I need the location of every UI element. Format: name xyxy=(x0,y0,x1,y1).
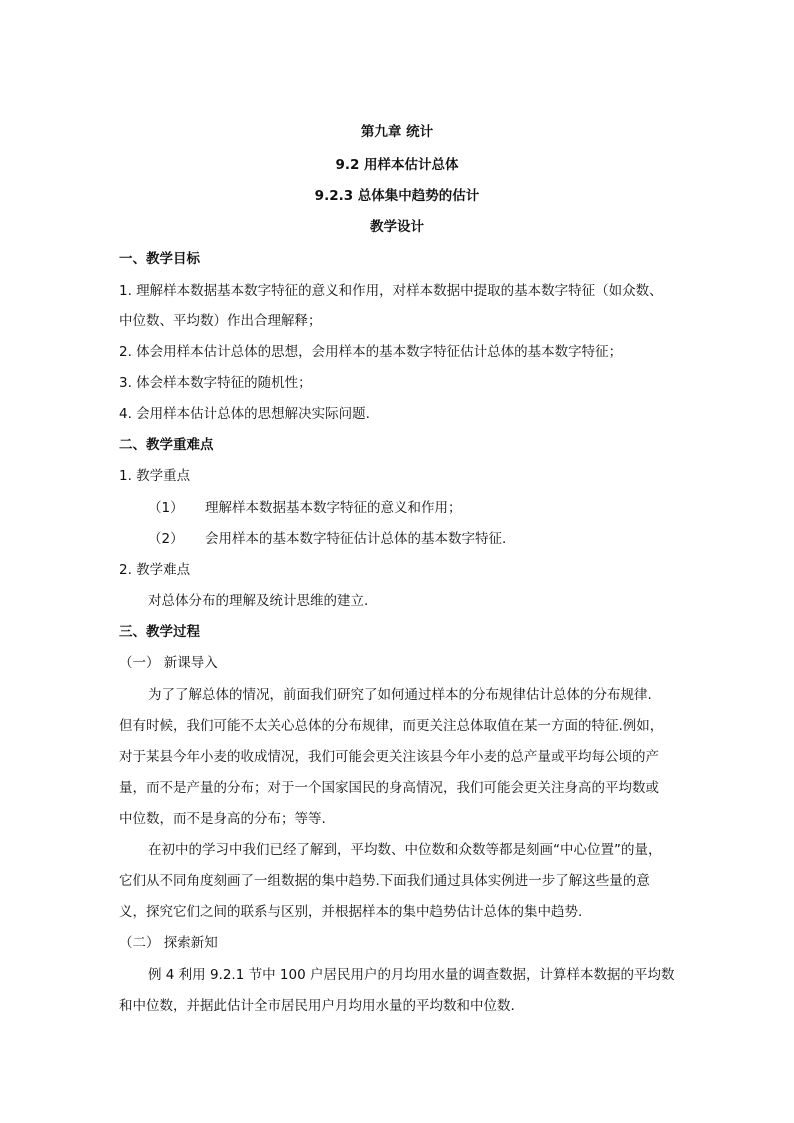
teaching-difficulty-text: 对总体分布的理解及统计思维的建立. xyxy=(148,593,369,609)
process-heading: 三、教学过程 xyxy=(119,624,200,640)
intro-paragraph-line-5: 中位数，而不是身高的分布；等等. xyxy=(119,811,326,827)
intro-paragraph-2-line-3: 义，探究它们之间的联系与区别，并根据样本的集中趋势估计总体的集中趋势. xyxy=(119,904,583,920)
focus-item-1-number: （1） xyxy=(148,500,184,516)
goal-item-4: 4. 会用样本估计总体的思想解决实际问题. xyxy=(119,406,370,422)
intro-paragraph-2-line-1: 在初中的学习中我们已经了解到，平均数、中位数和众数等都是刻画“中心位置”的量， xyxy=(148,842,662,858)
goal-item-1-line-2: 中位数、平均数）作出合理解释； xyxy=(119,313,322,329)
focus-item-2-text: 会用样本的基本数字特征估计总体的基本数字特征. xyxy=(205,531,507,547)
section-title: 9.2 用样本估计总体 xyxy=(335,157,459,173)
focus-item-2-number: （2） xyxy=(148,531,184,547)
intro-part-title: （一） 新课导入 xyxy=(119,655,218,671)
goals-heading: 一、教学目标 xyxy=(119,251,200,267)
document-type-title: 教学设计 xyxy=(370,219,424,235)
goal-item-3: 3. 体会样本数字特征的随机性； xyxy=(119,375,312,391)
example-4-line-2: 和中位数，并据此估计全市居民用户月均用水量的平均数和中位数. xyxy=(119,998,515,1014)
intro-paragraph-line-2: 但有时候，我们可能不太关心总体的分布规律，而更关注总体取值在某一方面的特征.例如， xyxy=(119,718,664,734)
chapter-title: 第九章 统计 xyxy=(360,124,434,140)
goal-item-1-line-1: 1. 理解样本数据基本数字特征的意义和作用，对样本数据中提取的基本数字特征（如众数、 xyxy=(119,283,663,299)
intro-paragraph-line-3: 对于某县今年小麦的收成情况，我们可能会更关注该县今年小麦的总产量或平均每公顷的产 xyxy=(119,749,659,765)
focus-item-1-text: 理解样本数据基本数字特征的意义和作用； xyxy=(205,500,462,516)
explore-part-title: （二） 探索新知 xyxy=(119,935,218,951)
intro-paragraph-line-1: 为了了解总体的情况，前面我们研究了如何通过样本的分布规律估计总体的分布规律. xyxy=(148,687,652,703)
teaching-focus-label: 1. 教学重点 xyxy=(119,468,191,484)
intro-paragraph-line-4: 量，而不是产量的分布；对于一个国家国民的身高情况，我们可能会更关注身高的平均数或 xyxy=(119,780,659,796)
intro-paragraph-2-line-2: 它们从不同角度刻画了一组数据的集中趋势.下面我们通过具体实例进一步了解这些量的意 xyxy=(119,873,650,889)
example-4-line-1: 例 4 利用 9.2.1 节中 100 户居民用户的月均用水量的调查数据，计算样本数据的平均数 xyxy=(148,967,675,983)
subsection-title: 9.2.3 总体集中趋势的估计 xyxy=(314,188,480,204)
teaching-difficulty-label: 2. 教学难点 xyxy=(119,562,191,578)
goal-item-2: 2. 体会用样本估计总体的思想，会用样本的基本数字特征估计总体的基本数字特征； xyxy=(119,344,623,360)
key-points-heading: 二、教学重难点 xyxy=(119,437,214,453)
